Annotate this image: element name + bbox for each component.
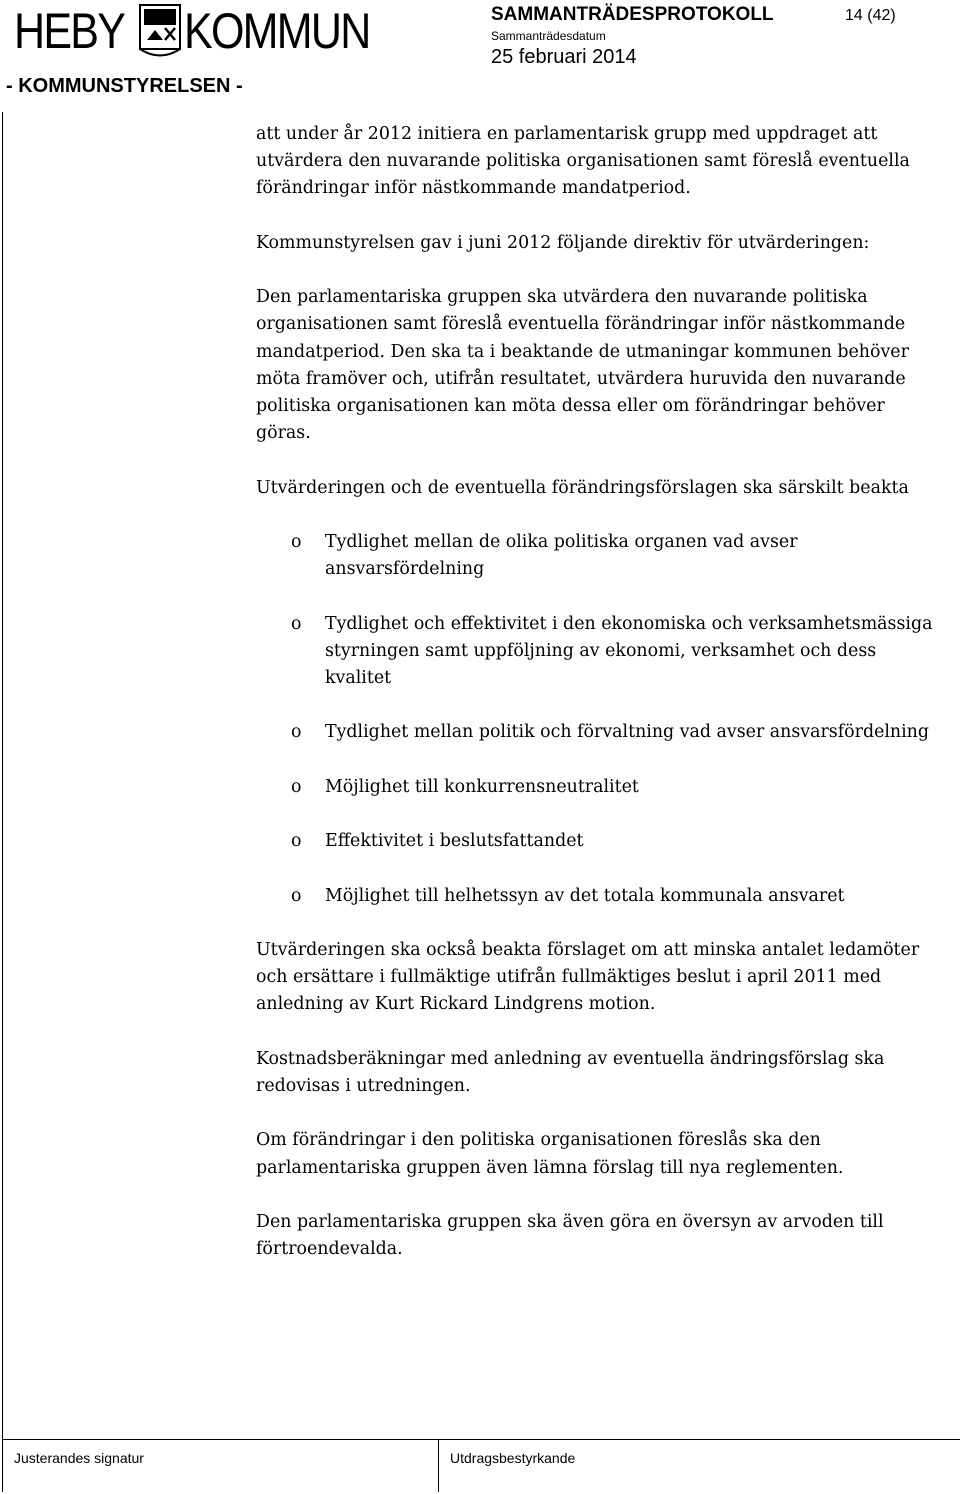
committee-name: - KOMMUNSTYRELSEN - (6, 75, 243, 97)
list-item: o Tydlighet och effektivitet i den ekonomiska och verksamhetsmässiga styrningen samt uppföljning av ekonomi, verksamhet och dess kvalitet (256, 611, 936, 693)
logo-kommun-text: KOMMUN (184, 3, 370, 59)
bullet-marker: o (291, 613, 302, 634)
footer-divider (438, 1439, 439, 1492)
list-item: o Tydlighet mellan de olika politiska organen vad avser ansvarsfördelning (256, 529, 936, 583)
list-item: o Tydlighet mellan politik och förvaltning vad avser ansvarsfördelning (256, 719, 936, 746)
paragraph-regulations: Om förändringar i den politiska organisationen föreslås ska den parlamentariska gruppen även lämna förslag till nya reglementen. (256, 1130, 844, 1178)
logo-heby-text: HEBY (14, 3, 125, 59)
paragraph-cost-estimates: Kostnadsberäkningar med anledning av eventuella ändringsförslag ska redovisas i utredningen. (256, 1048, 885, 1096)
document-body (256, 121, 936, 1263)
bullet-marker: o (291, 885, 302, 906)
footer-rule (2, 1439, 960, 1440)
bullet-marker: o (291, 831, 302, 852)
paragraph-directive-intro: Kommunstyrelsen gav i juni 2012 följande direktiv för utvärderingen: (256, 232, 870, 253)
list-item: o Möjlighet till konkurrensneutralitet (256, 774, 936, 801)
protocol-title: SAMMANTRÄDESPROTOKOLL (491, 4, 774, 25)
heby-crest-icon (139, 4, 181, 60)
list-item: o Effektivitet i beslutsfattandet (256, 828, 936, 855)
bullet-marker: o (291, 722, 302, 743)
left-margin-rule (2, 112, 3, 1492)
criteria-list (256, 529, 936, 910)
paragraph-remuneration: Den parlamentariska gruppen ska även göra en översyn av arvoden till förtroendevalda. (256, 1211, 884, 1260)
meeting-date-label: Sammanträdesdatum (491, 29, 606, 43)
list-item: o Möjlighet till helhetssyn av det totala kommunala ansvaret (256, 883, 936, 910)
paragraph-evaluation-intro: Utvärderingen och de eventuella förändringsförslagen ska särskilt beakta (256, 477, 909, 498)
paragraph-council-size: Utvärderingen ska också beakta förslaget om att minska antalet ledamöter och ersättare i fullmäktige utifrån fullmäktiges beslut i april 2011 med anledning av Kurt Rickard Lindgrens motion. (256, 939, 920, 1015)
meeting-date-value: 25 februari 2014 (491, 46, 637, 68)
paragraph-directive: Den parlamentariska gruppen ska utvärdera den nuvarande politiska organisationen samt föreslå eventuella förändringar inför nästkommande mandatperiod. Den ska ta i beaktande de utmaningar kommunen behöver möta framöver och, utifrån resultatet, utvärdera huruvida den nuvarande politiska organisationen kan möta dessa eller om förändringar behöver göras. (256, 287, 909, 444)
page-number: 14 (42) (845, 7, 896, 24)
signature-label: Justerandes signatur (14, 1450, 144, 1466)
paragraph-decision: att under år 2012 initiera en parlamentarisk grupp med uppdraget att utvärdera den nuvarande politiska organisationen samt föreslå eventuella förändringar inför nästkommande mandatperiod. (256, 124, 910, 199)
certification-label: Utdragsbestyrkande (450, 1450, 576, 1466)
bullet-marker: o (291, 531, 302, 552)
bullet-marker: o (291, 776, 302, 797)
